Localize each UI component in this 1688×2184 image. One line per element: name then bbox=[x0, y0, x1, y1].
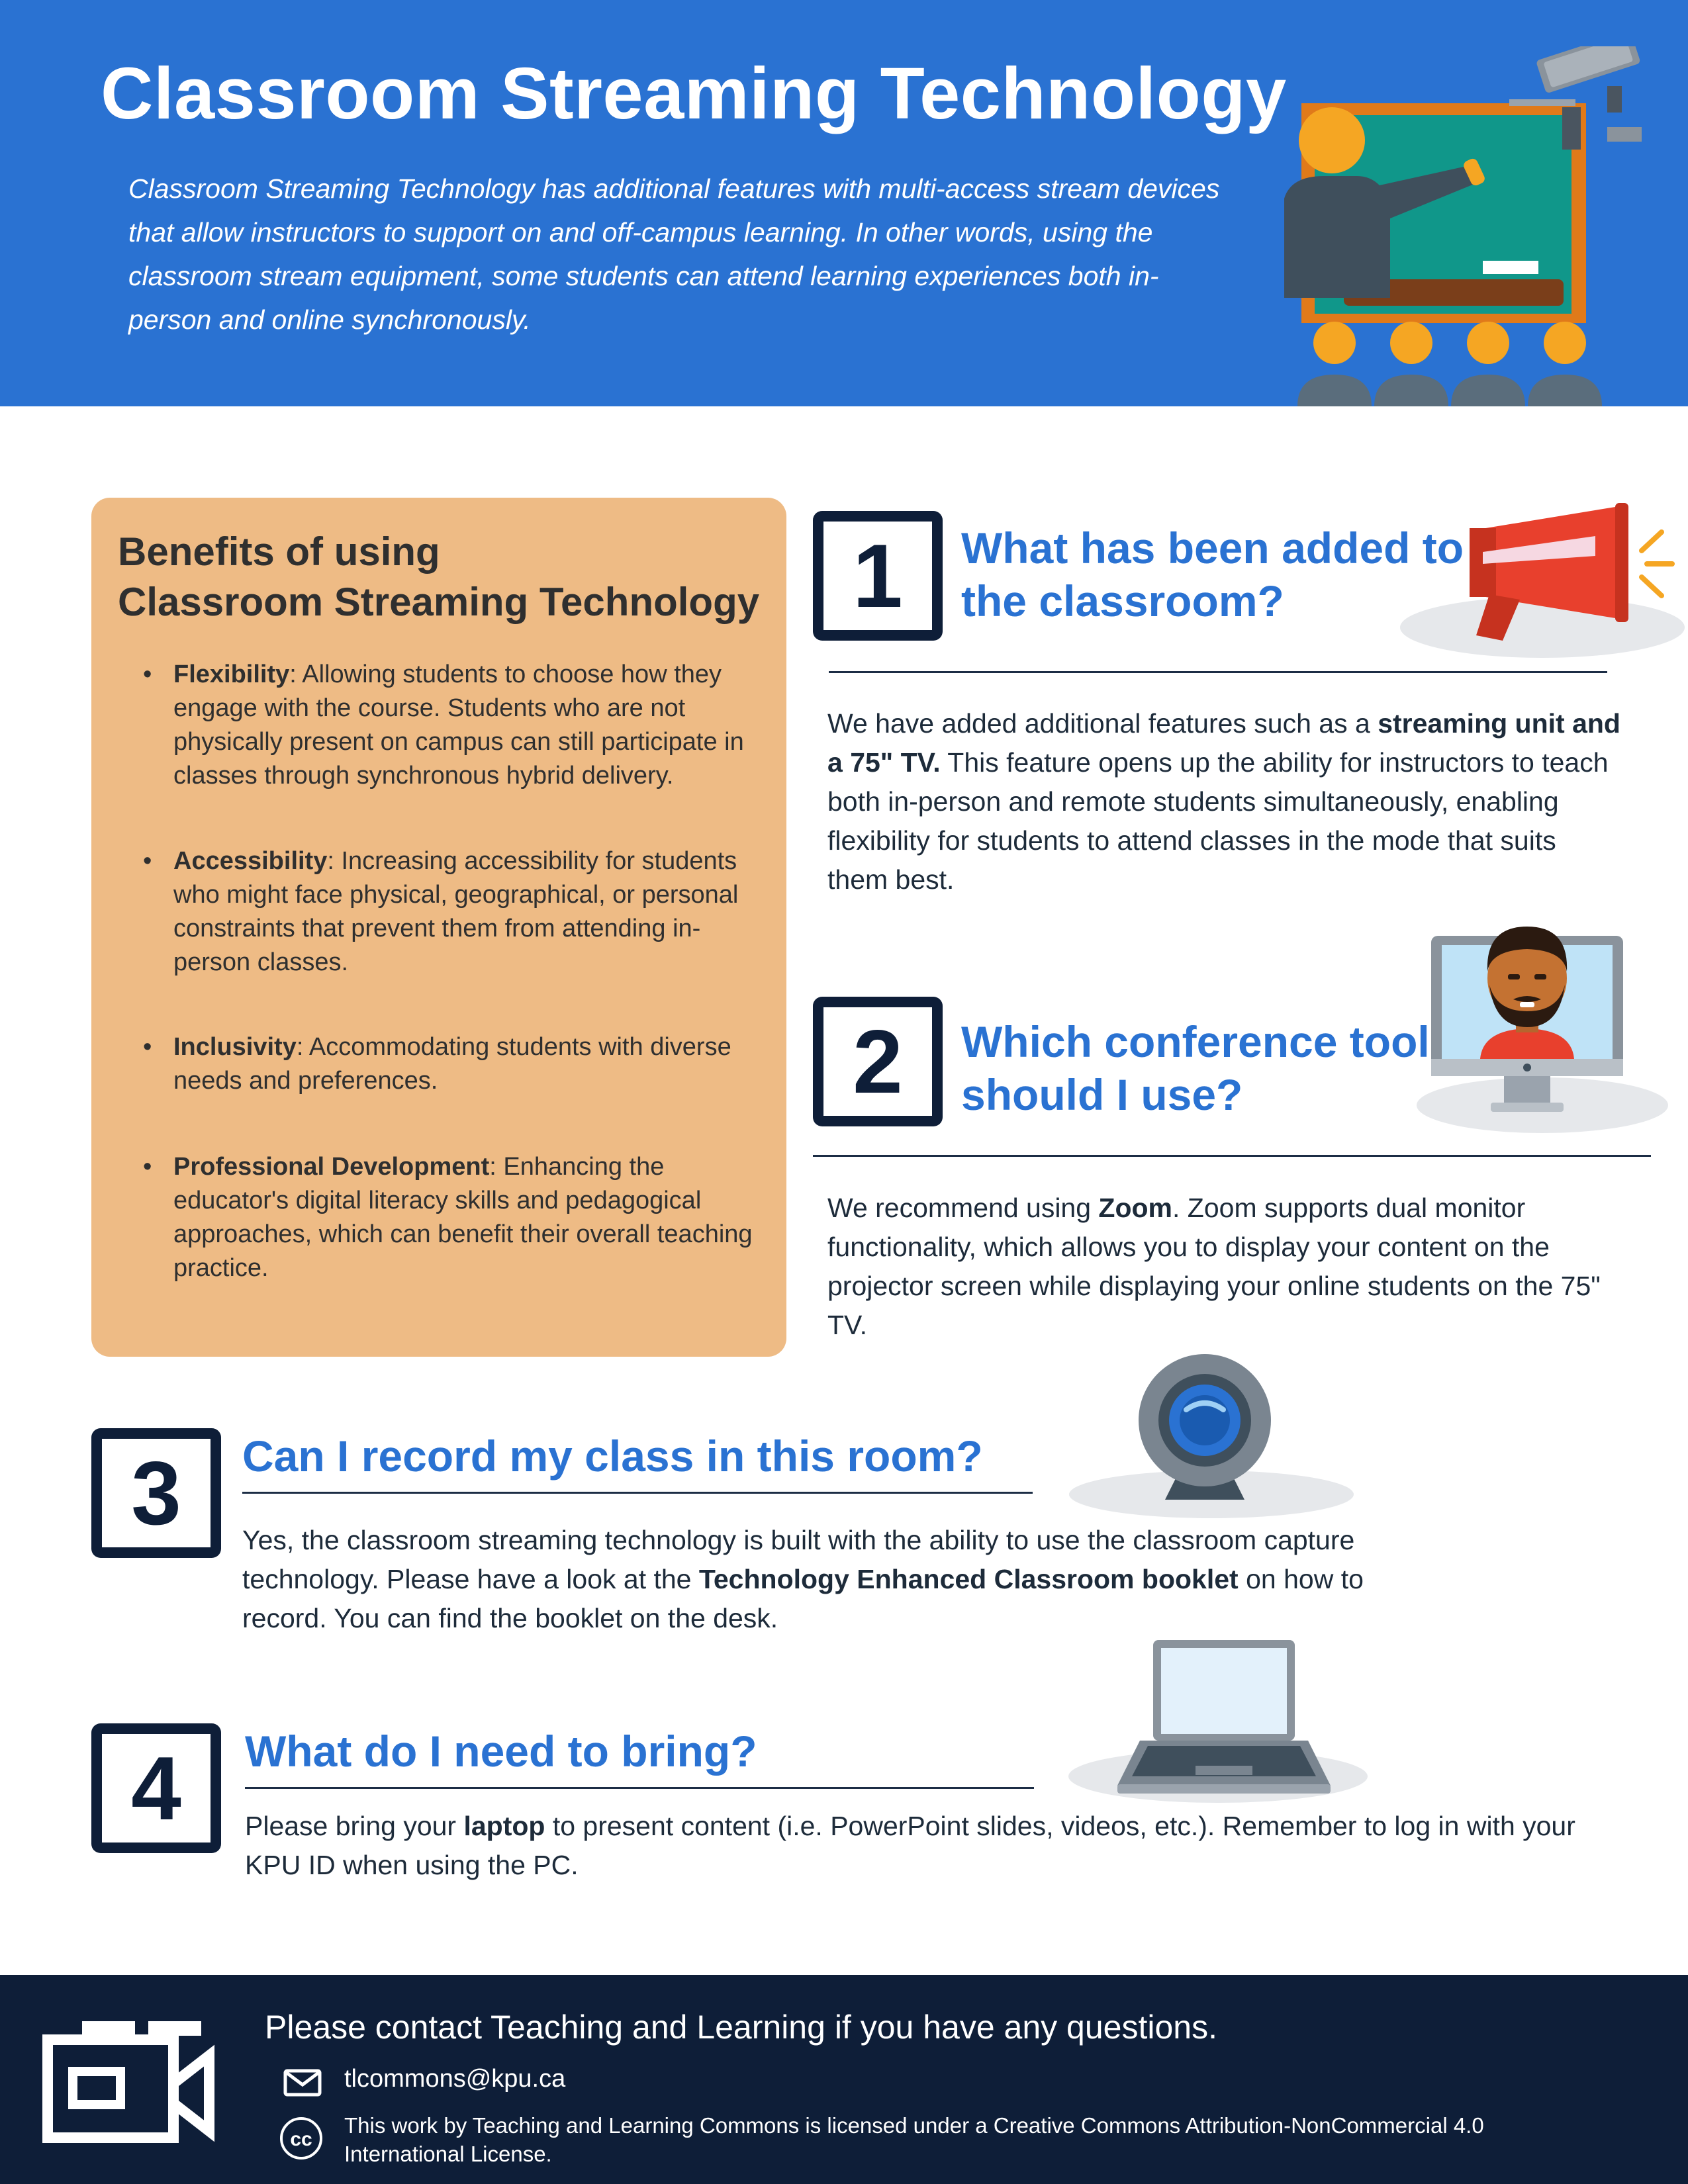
section-2-title-line1: Which conference tool bbox=[961, 1017, 1430, 1066]
teacher-classroom-icon bbox=[1271, 46, 1642, 406]
creative-commons-icon bbox=[278, 2115, 324, 2161]
benefits-title-line2: Classroom Streaming Technology bbox=[118, 580, 760, 624]
section-number-1: 1 bbox=[813, 511, 943, 641]
section-1-title-line2: the classroom? bbox=[961, 576, 1284, 625]
intro-text: Classroom Streaming Technology has additional features with multi-access stream devices that allow instructors to support on and off-campus learning. In other words, using the classroom stream equipment, some students can attend learning experiences both in-person and online synchronously. bbox=[128, 173, 1220, 335]
section-3-body: Yes, the classroom streaming technology is built with the ability to use the classroom capture technology. Please have a look at the Technology Enhanced Classroom booklet on how to record. You can find the booklet on the desk. bbox=[242, 1525, 1364, 1633]
benefit-item bbox=[143, 658, 756, 793]
benefit-text: : Increasing accessibility for students who might face physical, geographical, or personal constraints that prevent them from attending in-person classes. bbox=[173, 847, 739, 976]
benefit-text: : Accommodating students with diverse needs and preferences. bbox=[173, 1033, 731, 1095]
video-call-monitor-icon bbox=[1417, 900, 1668, 1138]
benefit-term: Professional Development bbox=[173, 1153, 490, 1181]
benefit-term: Inclusivity bbox=[173, 1033, 297, 1061]
benefit-term: Flexibility bbox=[173, 660, 290, 688]
benefit-item bbox=[143, 1030, 756, 1098]
laptop-icon bbox=[1066, 1640, 1370, 1805]
bullet: • bbox=[143, 660, 152, 688]
bullet: • bbox=[143, 1033, 152, 1061]
section-2-title bbox=[961, 1015, 1430, 1121]
section-number-4: 4 bbox=[91, 1723, 221, 1853]
benefits-title bbox=[118, 527, 780, 627]
section-4-title: What do I need to bring? bbox=[245, 1727, 757, 1776]
section-number-2: 2 bbox=[813, 997, 943, 1126]
footer-heading: Please contact Teaching and Learning if you have any questions. bbox=[265, 2009, 1217, 2046]
benefit-term: Accessibility bbox=[173, 847, 328, 875]
bullet: • bbox=[143, 847, 152, 875]
section-2-divider bbox=[813, 1155, 1651, 1157]
section-2-body: We recommend using Zoom. Zoom supports dual monitor functionality, which allows you to display your content on the projector screen while displaying your online students on the 75" TV. bbox=[827, 1193, 1601, 1340]
section-4-body: Please bring your laptop to present content (i.e. PowerPoint slides, videos, etc.). Remember to log in with your KPU ID when using the PC. bbox=[245, 1811, 1575, 1880]
section-1-title-line1: What has been added to bbox=[961, 523, 1464, 572]
license-text: This work by Teaching and Learning Commons is licensed under a Creative Commons Attribution-NonCommercial 4.0 International License. bbox=[344, 2113, 1484, 2166]
benefit-text: : Allowing students to choose how they engage with the course. Students who are not physically present on campus can still participate in classes through synchronous hybrid delivery. bbox=[173, 660, 744, 790]
webcam-icon bbox=[1066, 1353, 1357, 1518]
section-3-title: Can I record my class in this room? bbox=[242, 1432, 983, 1480]
section-number-3: 3 bbox=[91, 1428, 221, 1558]
benefit-item bbox=[143, 844, 756, 979]
benefits-title-line1: Benefits of using bbox=[118, 529, 440, 574]
section-1-divider bbox=[829, 671, 1607, 673]
section-3-divider bbox=[242, 1492, 1033, 1494]
video-camera-icon bbox=[42, 2015, 217, 2147]
envelope-icon bbox=[283, 2069, 322, 2097]
cc-mark: cc bbox=[290, 2128, 312, 2150]
benefit-item bbox=[143, 1150, 756, 1285]
page-title: Classroom Streaming Technology bbox=[101, 53, 1287, 134]
section-1-title bbox=[961, 522, 1464, 627]
section-1-body: We have added additional features such as a streaming unit and a 75" TV. This feature opens up the ability for instructors to teach both in-person and remote students simultaneously, enabling flexibility for students to attend classes in the mode that suits them best. bbox=[827, 708, 1620, 895]
benefit-text: : Enhancing the educator's digital literacy skills and pedagogical approaches, which can benefit their overall teaching practice. bbox=[173, 1153, 753, 1282]
megaphone-icon bbox=[1397, 491, 1688, 663]
section-2-title-line2: should I use? bbox=[961, 1070, 1243, 1119]
section-4-divider bbox=[245, 1787, 1034, 1789]
contact-email-link[interactable]: tlcommons@kpu.ca bbox=[344, 2065, 566, 2093]
bullet: • bbox=[143, 1153, 152, 1181]
